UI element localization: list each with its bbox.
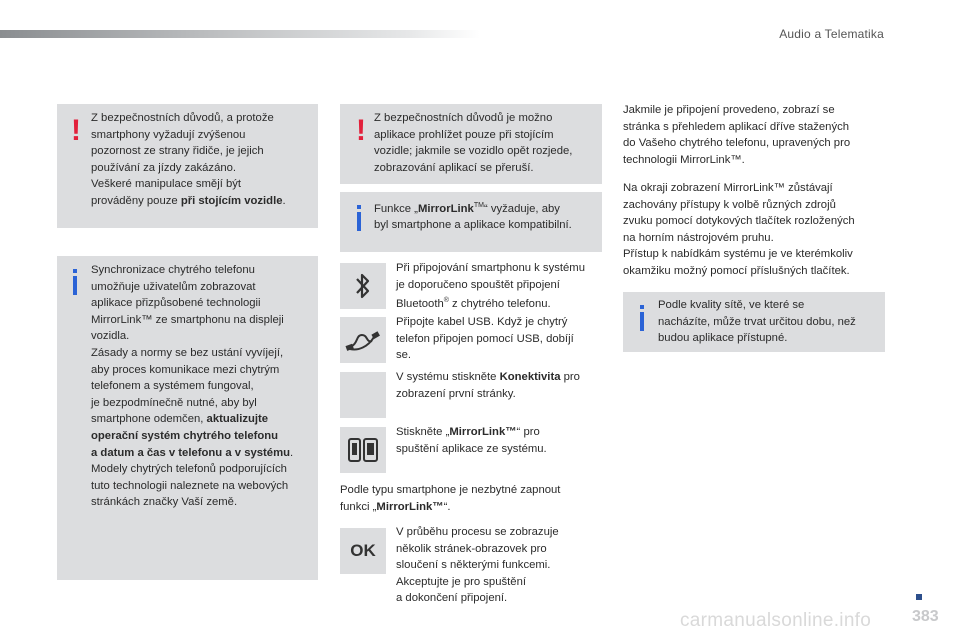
mirrorlink-icon-box — [340, 427, 386, 473]
text-line: Na okraji zobrazení MirrorLink™ zůstávají — [623, 182, 833, 194]
text-span: pro — [560, 371, 580, 383]
text-span: V systému stiskněte — [396, 371, 500, 383]
text-line: se. — [396, 349, 412, 362]
text-line — [396, 369, 606, 386]
page-number: 383 — [912, 608, 939, 625]
text-line: okamžiku možný pomocí příslušných tlačítek. — [623, 264, 850, 277]
info-text-right — [658, 297, 883, 347]
step-usb-text — [396, 314, 606, 364]
registered-sup: ® — [443, 297, 449, 305]
text-line: Synchronizace chytrého telefonu — [91, 264, 255, 276]
usb-icon-box — [340, 317, 386, 363]
bold-span: při stojícím vozidle — [180, 194, 283, 207]
bold-span: MirrorLink™ — [449, 426, 517, 438]
text-line — [91, 428, 315, 445]
info-box-mid — [340, 192, 602, 252]
text-line: Akceptujte je pro spuštění — [396, 575, 526, 588]
text-line: Jakmile je připojení provedeno, zobrazí se — [623, 104, 835, 116]
right-paragraph-2 — [623, 180, 903, 280]
step-bluetooth-text — [396, 260, 606, 313]
text-line: Podle kvality sítě, ve které se — [658, 299, 805, 311]
watermark-text: carmanualsonline.info — [680, 610, 872, 631]
step-konektivita-text — [396, 369, 606, 402]
text-span: Bluetooth — [396, 297, 444, 310]
text-line — [396, 293, 606, 312]
text-line: Při připojování smartphonu k systému — [396, 262, 585, 274]
info-text-left — [91, 262, 315, 511]
bluetooth-icon-box — [340, 263, 386, 309]
text-line: tuto technologii naleznete na webových — [91, 479, 289, 492]
bold-span: Konektivita — [499, 371, 561, 383]
bold-span: MirrorLink — [417, 202, 474, 215]
info-text-mid — [374, 198, 600, 234]
text-span: Stiskněte „ — [396, 426, 450, 438]
warning-text-mid — [374, 110, 600, 176]
text-line — [91, 193, 315, 210]
mirrorlink-icon — [346, 435, 380, 465]
ok-button-label: OK — [350, 541, 376, 560]
text-span: . — [290, 446, 294, 459]
text-line: telefon připojen pomocí USB, dobíjí — [396, 332, 574, 345]
text-line: stránkách značky Vaší země. — [91, 496, 238, 509]
text-line: Z bezpečnostních důvodů je možno — [374, 112, 553, 124]
text-line — [340, 499, 602, 516]
text-line: umožňuje uživatelům zobrazovat — [91, 280, 256, 293]
page-header-title: Audio a Telematika — [779, 27, 884, 41]
text-line: V průběhu procesu se zobrazuje — [396, 526, 559, 538]
text-line: sloučení s některými funkcemi. — [396, 559, 551, 572]
step-mirrorlink-text — [396, 424, 606, 457]
bold-span: aktualizujte — [206, 413, 269, 426]
warning-icon: ! — [71, 114, 81, 147]
text-span: funkci „ — [340, 500, 377, 513]
usb-cable-icon — [344, 325, 382, 355]
text-line — [396, 424, 606, 441]
text-line: Z bezpečnostních důvodů, a protože — [91, 112, 274, 124]
text-span: “ vyžaduje, aby — [483, 202, 560, 215]
text-line: je bezpodmínečně nutné, aby byl — [91, 396, 257, 409]
text-line: stránka s přehledem aplikací dříve stažených — [623, 120, 850, 133]
text-line: několik stránek-obrazovek pro — [396, 542, 547, 555]
text-line — [374, 198, 600, 217]
info-icon — [357, 205, 361, 231]
text-line: do Vašeho chytrého telefonu, upravených pro — [623, 137, 851, 150]
text-line: Zásady a normy se bez ustání vyvíjejí, — [91, 346, 284, 359]
text-line: aplikace přizpůsobené technologii — [91, 297, 261, 310]
text-line: je doporučeno spouštět připojení — [396, 278, 560, 291]
text-line: zobrazení první stránky. — [396, 387, 516, 400]
info-box-left — [57, 256, 318, 580]
text-span: prováděny pouze — [91, 194, 181, 207]
text-line: pozornost ze strany řidiče, je jejich — [91, 145, 264, 158]
text-line: vozidle; jakmile se vozidlo opět rozjede, — [374, 145, 573, 158]
text-line: a dokončení připojení. — [396, 592, 508, 605]
bold-span: a datum a čas v telefonu a v systému — [91, 446, 291, 459]
text-line — [91, 445, 315, 462]
text-line: MirrorLink™ ze smartphonu na displeji — [91, 313, 284, 326]
info-icon — [73, 269, 77, 295]
right-paragraph-1 — [623, 102, 903, 168]
konektivita-icon-box — [340, 372, 386, 418]
warning-box-left — [57, 104, 318, 228]
text-line: aplikace prohlížet pouze při stojícím — [374, 128, 554, 141]
note-text — [340, 482, 602, 515]
text-line: aby proces komunikace mezi chytrým — [91, 363, 280, 376]
text-line: byl smartphone a aplikace kompatibilní. — [374, 219, 572, 232]
text-span: . — [282, 194, 286, 207]
info-icon — [640, 305, 644, 331]
bluetooth-icon — [352, 271, 374, 301]
text-line: budou aplikace přístupné. — [658, 332, 788, 345]
text-span: z chytrého telefonu. — [448, 297, 551, 310]
ok-icon-box — [340, 528, 386, 574]
header-gradient-bar — [0, 30, 480, 38]
text-line: Veškeré manipulace smějí být — [91, 178, 242, 191]
text-line — [91, 411, 315, 428]
text-span: Funkce „ — [374, 202, 418, 215]
text-span: smartphone odemčen, — [91, 413, 207, 426]
text-line: vozidla. — [91, 330, 130, 343]
text-line: na horním nástrojovém pruhu. — [623, 231, 774, 244]
warning-box-mid — [340, 104, 602, 184]
bold-span: operační systém chytrého telefonu — [91, 429, 279, 442]
text-line: Modely chytrých telefonů podporujících — [91, 463, 287, 476]
text-line: telefonem a systémem fungoval, — [91, 380, 254, 393]
footer-marker — [916, 594, 922, 600]
text-line: zvuku pomocí dotykových tlačítek rozložených — [623, 215, 855, 228]
warning-icon: ! — [356, 114, 366, 147]
text-line: Připojte kabel USB. Když je chytrý — [396, 316, 568, 328]
text-line: zachovány přístupy k volbě různých zdrojů — [623, 198, 836, 211]
text-line: nacházíte, může trvat určitou dobu, než — [658, 315, 856, 328]
text-line: používání za jízdy zakázáno. — [91, 161, 237, 174]
warning-text-left — [91, 110, 315, 210]
text-line: technologii MirrorLink™. — [623, 153, 745, 166]
text-line: Přístup k nabídkám systému je ve kterémkoliv — [623, 248, 853, 261]
text-line: smartphony vyžadují zvýšenou — [91, 128, 246, 141]
text-span: “. — [443, 500, 451, 513]
info-box-right — [623, 292, 885, 352]
text-line: zobrazování aplikací se přeruší. — [374, 161, 534, 174]
bold-span: MirrorLink™ — [376, 500, 444, 513]
step-ok-text — [396, 524, 606, 607]
trademark-sup: TM — [473, 202, 484, 209]
text-line: spuštění aplikace ze systému. — [396, 442, 547, 455]
text-line: Podle typu smartphone je nezbytné zapnout — [340, 484, 561, 496]
text-span: “ pro — [516, 426, 540, 438]
